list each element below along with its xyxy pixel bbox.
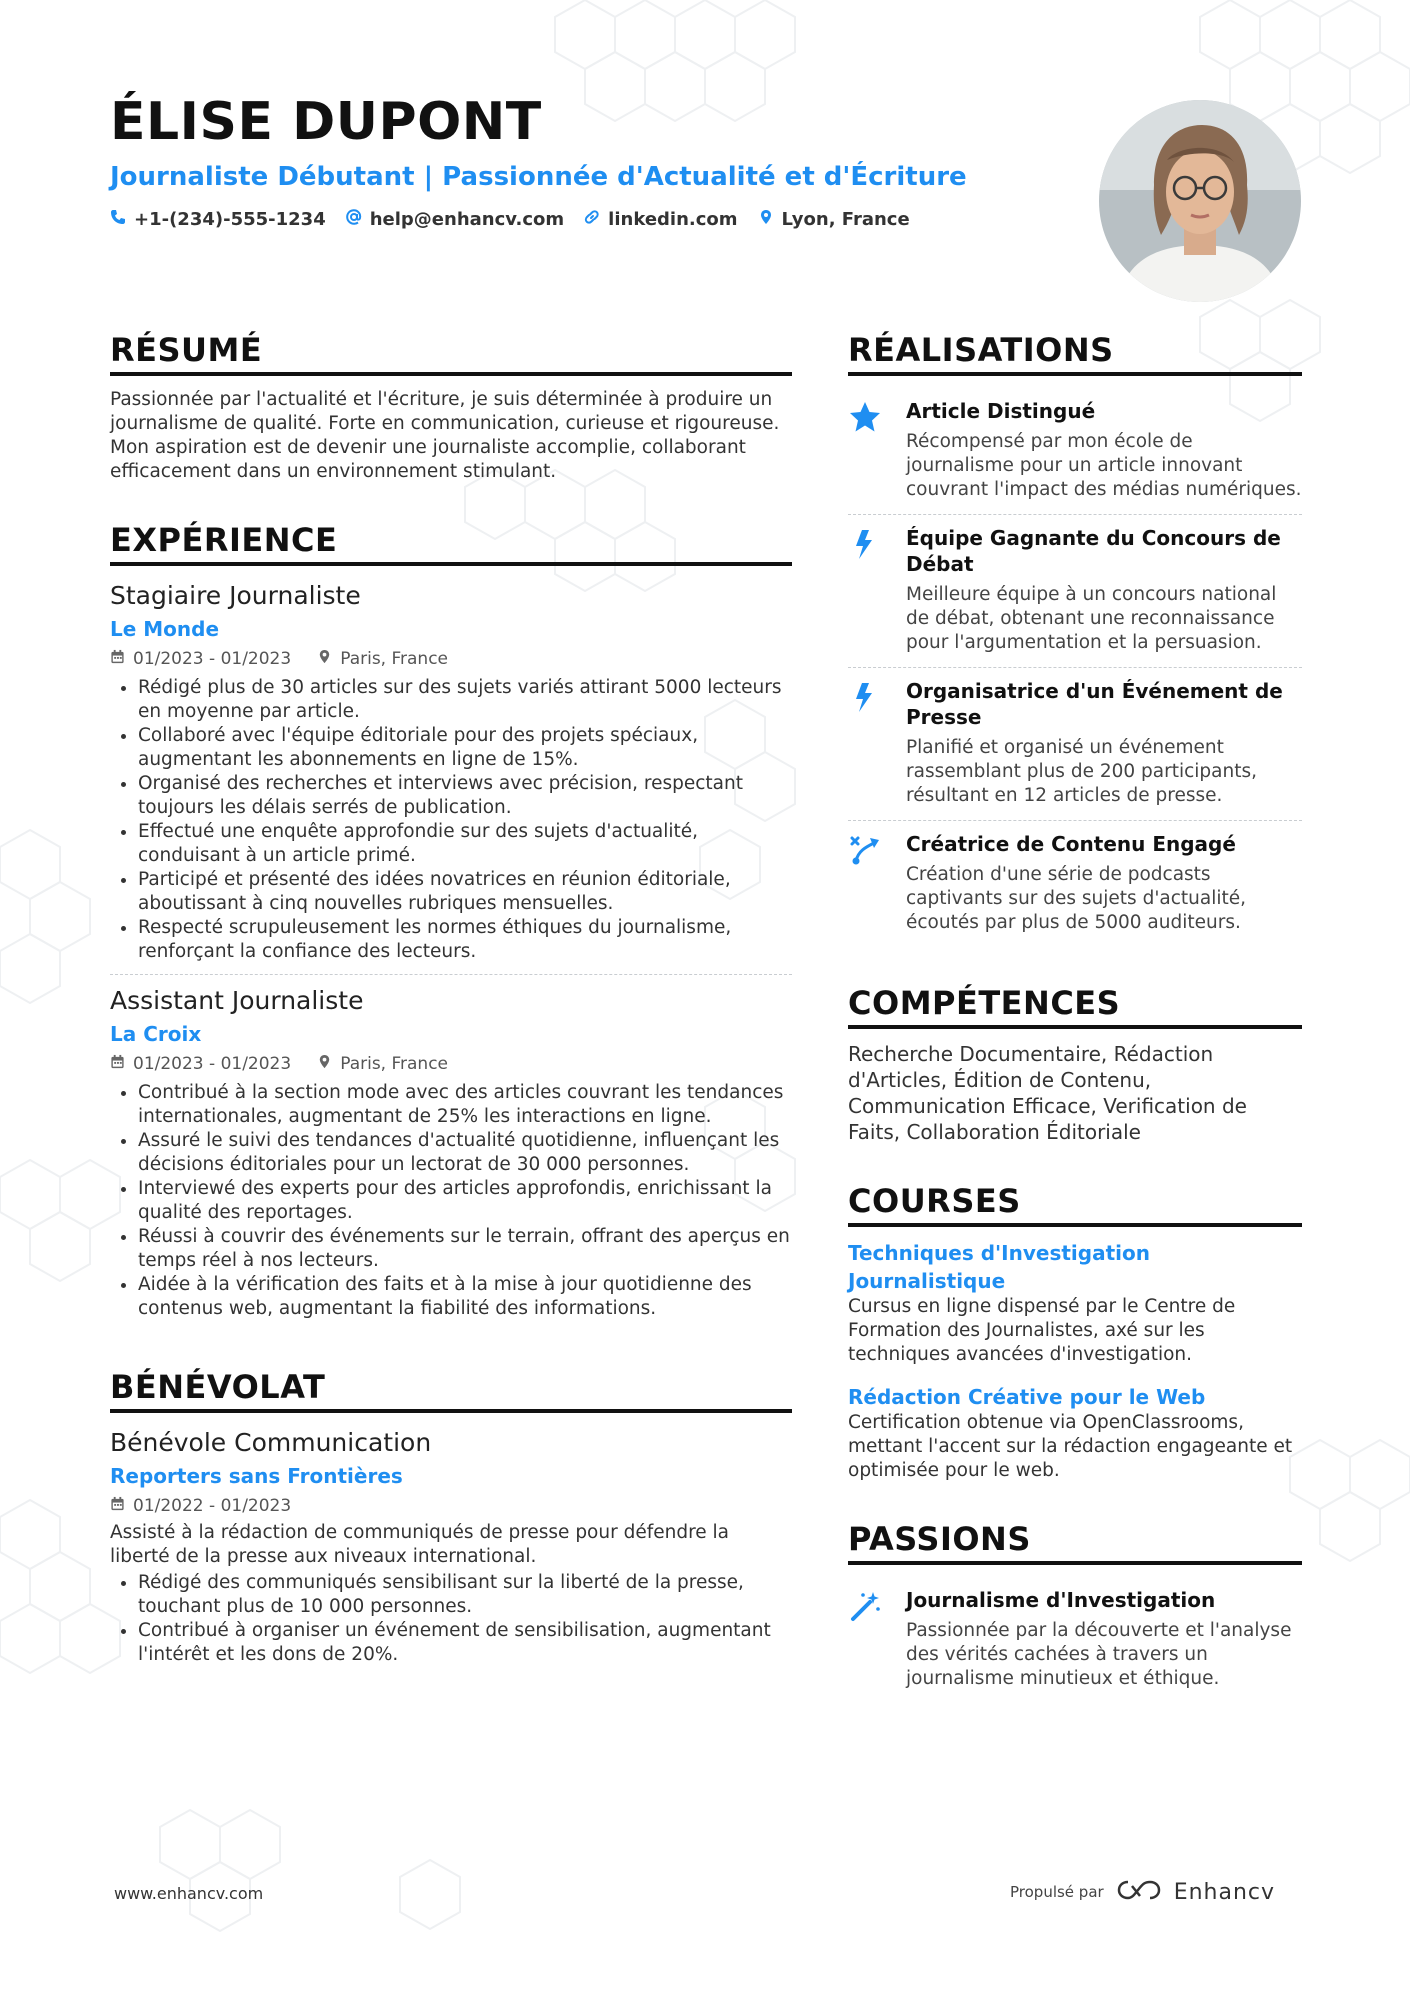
candidate-tagline: Journaliste Débutant | Passionnée d'Actualité et d'Écriture: [110, 162, 967, 192]
contact-bar: [110, 209, 910, 230]
volunteer-dates: [110, 1491, 291, 1521]
achievement-title: Article Distingué: [906, 399, 1096, 423]
profile-photo: [1099, 100, 1301, 302]
volunteer-meta: [110, 1491, 792, 1521]
volunteer-role: Bénévole Communication: [110, 1428, 432, 1457]
achievements-section: [848, 330, 1302, 947]
experience-entry: [110, 578, 792, 974]
contact-phone[interactable]: [110, 209, 326, 230]
job-title: Assistant Journaliste: [110, 986, 364, 1015]
list-item: • Réussi à couvrir des événements sur le terrain, offrant des aperçus en temps réel à nos lecteurs.: [138, 1225, 792, 1273]
location-pin-icon: [317, 644, 332, 674]
location-pin-icon: [758, 209, 774, 230]
right-column: [848, 330, 1302, 1739]
brand-name: Enhancv: [1173, 1879, 1276, 1905]
resume-section-title: RÉSUMÉ: [110, 330, 792, 376]
course-desc: Cursus en ligne dispensé par le Centre de Formation des Journalistes, axé sur les techniques avancées d'investigation.: [848, 1296, 1236, 1365]
achievement-item: [848, 667, 1302, 820]
contact-location: [758, 209, 910, 230]
lightning-icon: [848, 678, 884, 808]
location-text: Lyon, France: [781, 209, 910, 230]
list-item: • Collaboré avec l'équipe éditoriale pour des projets spéciaux, augmentant les abonnements en ligne de 15%.: [138, 724, 792, 772]
list-item: • Effectué une enquête approfondie sur des sujets d'actualité, conduisant à un article primé.: [138, 820, 792, 868]
at-icon: [346, 209, 362, 230]
achievement-item: [848, 514, 1302, 667]
list-item: • Respecté scrupuleusement les normes éthiques du journalisme, renforçant la confiance des lecteurs.: [138, 916, 792, 964]
phone-text: +1-(234)-555-1234: [134, 209, 326, 230]
volunteer-org: Reporters sans Frontières: [110, 1464, 403, 1488]
footer-website[interactable]: www.enhancv.com: [114, 1884, 264, 1903]
courses-section-title: COURSES: [848, 1181, 1302, 1227]
job-dates-text: 01/2023 - 01/2023: [133, 1054, 292, 1074]
location-pin-icon: [317, 1049, 332, 1079]
achievements-section-title: RÉALISATIONS: [848, 330, 1302, 376]
job-location: [317, 1049, 448, 1079]
achievement-desc: Récompensé par mon école de journalisme pour un article innovant couvrant l'impact des médias numériques.: [906, 431, 1302, 500]
list-item: • Contribué à la section mode avec des articles couvrant les tendances internationales, augmentant de 25% les interactions en ligne.: [138, 1081, 792, 1129]
experience-section-title: EXPÉRIENCE: [110, 520, 792, 566]
job-meta: [110, 644, 792, 674]
achievement-desc: Création d'une série de podcasts captivants sur des sujets d'actualité, écoutés par plus de 5000 auditeurs.: [906, 864, 1247, 933]
calendar-icon: [110, 1049, 125, 1079]
passion-title: Journalisme d'Investigation: [906, 1588, 1216, 1612]
job-bullets: [110, 1081, 792, 1321]
email-text: help@enhancv.com: [369, 209, 565, 230]
achievement-title: Créatrice de Contenu Engagé: [906, 832, 1236, 856]
job-dates: [110, 644, 291, 674]
contact-linkedin[interactable]: [584, 209, 737, 230]
volunteer-section: [110, 1367, 792, 1677]
list-item: • Participé et présenté des idées novatrices en réunion éditoriale, aboutissant à cinq nouvelles rubriques mensuelles.: [138, 868, 792, 916]
job-location: [317, 644, 448, 674]
list-item: • Interviewé des experts pour des articles approfondis, enrichissant la qualité des reportages.: [138, 1177, 792, 1225]
achievement-item: [848, 820, 1302, 947]
linkedin-text: linkedin.com: [608, 209, 738, 230]
passion-item: [848, 1577, 1302, 1703]
courses-section: [848, 1181, 1302, 1483]
volunteer-summary: Assisté à la rédaction de communiqués de presse pour défendre la liberté de la presse aux niveaux international.: [110, 1522, 730, 1567]
volunteer-section-title: BÉNÉVOLAT: [110, 1367, 792, 1413]
left-column: [110, 330, 792, 1713]
calendar-icon: [110, 1491, 125, 1521]
achievement-title: Équipe Gagnante du Concours de Débat: [906, 526, 1281, 576]
list-item: • Rédigé plus de 30 articles sur des sujets variés attirant 5000 lecteurs en moyenne par article.: [138, 676, 792, 724]
passions-section-title: PASSIONS: [848, 1519, 1302, 1565]
job-location-text: Paris, France: [340, 1054, 449, 1074]
company-name: La Croix: [110, 1022, 202, 1046]
calendar-icon: [110, 644, 125, 674]
course-desc: Certification obtenue via OpenClassrooms, mettant l'accent sur la rédaction engageante et optimisée pour le web.: [848, 1412, 1293, 1481]
powered-by-text: Propulsé par: [1010, 1883, 1104, 1901]
list-item: • Assuré le suivi des tendances d'actualité quotidienne, influençant les décisions éditoriales pour un lectorat de 30 000 personnes.: [138, 1129, 792, 1177]
enhancv-logo-icon: [1116, 1878, 1162, 1906]
magic-wand-icon: [848, 1587, 884, 1691]
phone-icon: [110, 209, 126, 230]
achievement-desc: Planifié et organisé un événement rassemblant plus de 200 participants, résultant en 12 articles de presse.: [906, 737, 1257, 806]
job-dates-text: 01/2023 - 01/2023: [133, 649, 292, 669]
resume-summary-text: Passionnée par l'actualité et l'écriture, je suis déterminée à produire un journalisme de qualité. Forte en communication, curieuse et rigoureuse. Mon aspiration est de devenir une journaliste accomplie, collaborant efficacement dans un environnement stimulant.: [110, 389, 780, 482]
list-item: • Contribué à organiser un événement de sensibilisation, augmentant l'intérêt et les dons de 20%.: [138, 1619, 792, 1667]
lightning-icon: [848, 525, 884, 655]
list-item: • Aidée à la vérification des faits et à la mise à jour quotidienne des contenus web, augmentant la fiabilité des informations.: [138, 1273, 792, 1321]
skills-section-title: COMPÉTENCES: [848, 983, 1302, 1029]
job-dates: [110, 1049, 291, 1079]
passion-desc: Passionnée par la découverte et l'analyse des vérités cachées à travers un journalisme minutieux et éthique.: [906, 1620, 1292, 1689]
job-bullets: [110, 676, 792, 964]
link-icon: [584, 209, 600, 230]
star-icon: [848, 398, 884, 502]
achievement-desc: Meilleure équipe à un concours national de débat, obtenant une reconnaissance pour l'argumentation et la persuasion.: [906, 584, 1277, 653]
list-item: • Rédigé des communiqués sensibilisant sur la liberté de la presse, touchant plus de 10 000 personnes.: [138, 1571, 792, 1619]
skills-text: Recherche Documentaire, Rédaction d'Articles, Édition de Contenu, Communication Efficace, Verification de Faits, Collaboration Éditoriale: [848, 1042, 1247, 1144]
footer-branding: [1010, 1878, 1275, 1906]
experience-section: [110, 520, 792, 1331]
job-title: Stagiaire Journaliste: [110, 581, 361, 610]
list-item: • Organisé des recherches et interviews avec précision, respectant toujours les délais serrés de publication.: [138, 772, 792, 820]
job-location-text: Paris, France: [340, 649, 449, 669]
volunteer-dates-text: 01/2022 - 01/2023: [133, 1496, 292, 1516]
strategy-icon: [848, 831, 884, 935]
achievement-title: Organisatrice d'un Événement de Presse: [906, 679, 1283, 729]
volunteer-bullets: [110, 1571, 792, 1667]
volunteer-entry: [110, 1425, 792, 1677]
achievement-item: [848, 388, 1302, 514]
course-title: Rédaction Créative pour le Web: [848, 1385, 1206, 1409]
experience-entry: [110, 974, 792, 1331]
course-item: [848, 1383, 1302, 1483]
skills-section: [848, 983, 1302, 1145]
company-name: Le Monde: [110, 617, 220, 641]
course-title: Techniques d'Investigation Journalistique: [848, 1241, 1150, 1293]
contact-email[interactable]: [346, 209, 564, 230]
course-item: [848, 1239, 1302, 1367]
passions-section: [848, 1519, 1302, 1703]
job-meta: [110, 1049, 792, 1079]
resume-section: [110, 330, 792, 484]
candidate-name: ÉLISE DUPONT: [110, 92, 542, 152]
